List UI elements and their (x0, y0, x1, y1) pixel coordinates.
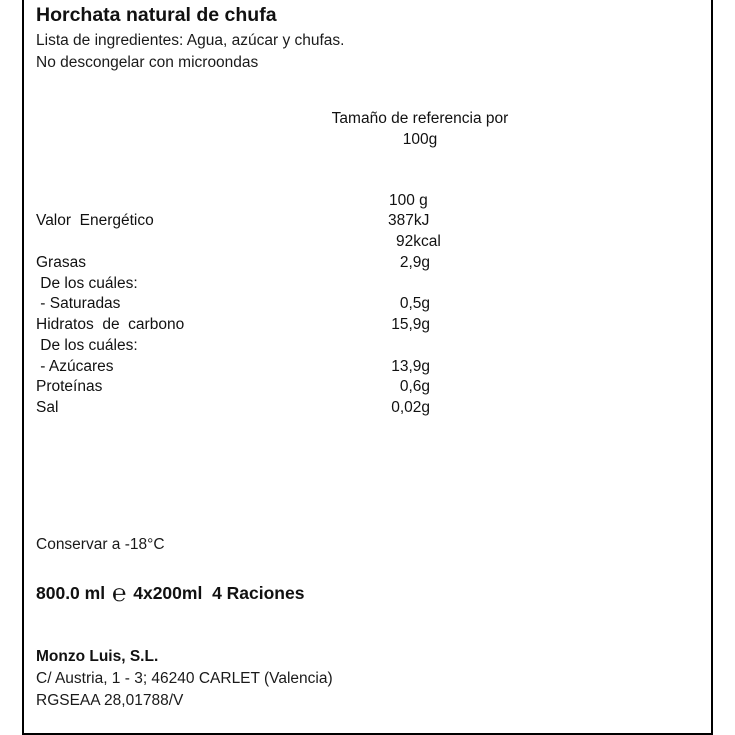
nutrient-label: Hidratos de carbono (36, 316, 185, 334)
sanitary-registry: RGSEAA 28,01788/V (36, 692, 184, 709)
nutrition-row (36, 356, 456, 377)
nutrient-value: 0,5g (399, 295, 430, 313)
nutrient-label: - Azúcares (36, 357, 114, 375)
energy-label: Valor Energético (36, 212, 154, 229)
reference-line-2: 100g (402, 131, 438, 148)
nutrition-row (36, 397, 456, 418)
nutrition-row (36, 273, 456, 294)
energy-kcal-value: 92kcal (396, 233, 441, 250)
nutrition-row (36, 252, 456, 273)
nutrition-row (36, 335, 456, 356)
nutrition-row (36, 376, 456, 397)
nutrient-label: Grasas (36, 254, 86, 271)
estimated-sign-icon: ℮ (111, 580, 127, 607)
reference-line-1: Tamaño de referencia por (331, 110, 509, 127)
nutrient-label: De los cuáles: (36, 336, 138, 354)
nutrient-value: 15,9g (391, 316, 430, 334)
manufacturer-name: Monzo Luis, S.L. (36, 648, 159, 665)
nutrition-row (36, 314, 456, 335)
nutrient-label: Sal (36, 398, 59, 416)
nutrient-label: Proteínas (36, 378, 103, 396)
pack-format: 4x200ml (133, 583, 203, 603)
per-100g-column-header: 100 g (389, 192, 428, 209)
quantity-line (36, 580, 305, 607)
nutrition-row (36, 293, 456, 314)
nutrient-label: De los cuáles: (36, 274, 138, 292)
nutrient-label: - Saturadas (36, 295, 121, 313)
reference-size-header (300, 108, 540, 150)
nutrient-value: 13,9g (391, 357, 430, 375)
servings: 4 Raciones (212, 583, 305, 603)
nutrient-value: 0,02g (391, 398, 430, 416)
thaw-warning: No descongelar con microondas (36, 54, 259, 71)
nutrient-value: 0,6g (399, 378, 430, 396)
net-volume: 800.0 ml (36, 583, 106, 603)
nutrient-value: 2,9g (399, 254, 430, 271)
storage-instruction: Conservar a -18°C (36, 536, 165, 553)
product-title: Horchata natural de chufa (36, 4, 277, 26)
ingredients-list: Lista de ingredientes: Agua, azúcar y chufas. (36, 32, 345, 49)
manufacturer-address: C/ Austria, 1 - 3; 46240 CARLET (Valencia) (36, 670, 333, 687)
energy-kj-value: 387kJ (388, 212, 430, 229)
